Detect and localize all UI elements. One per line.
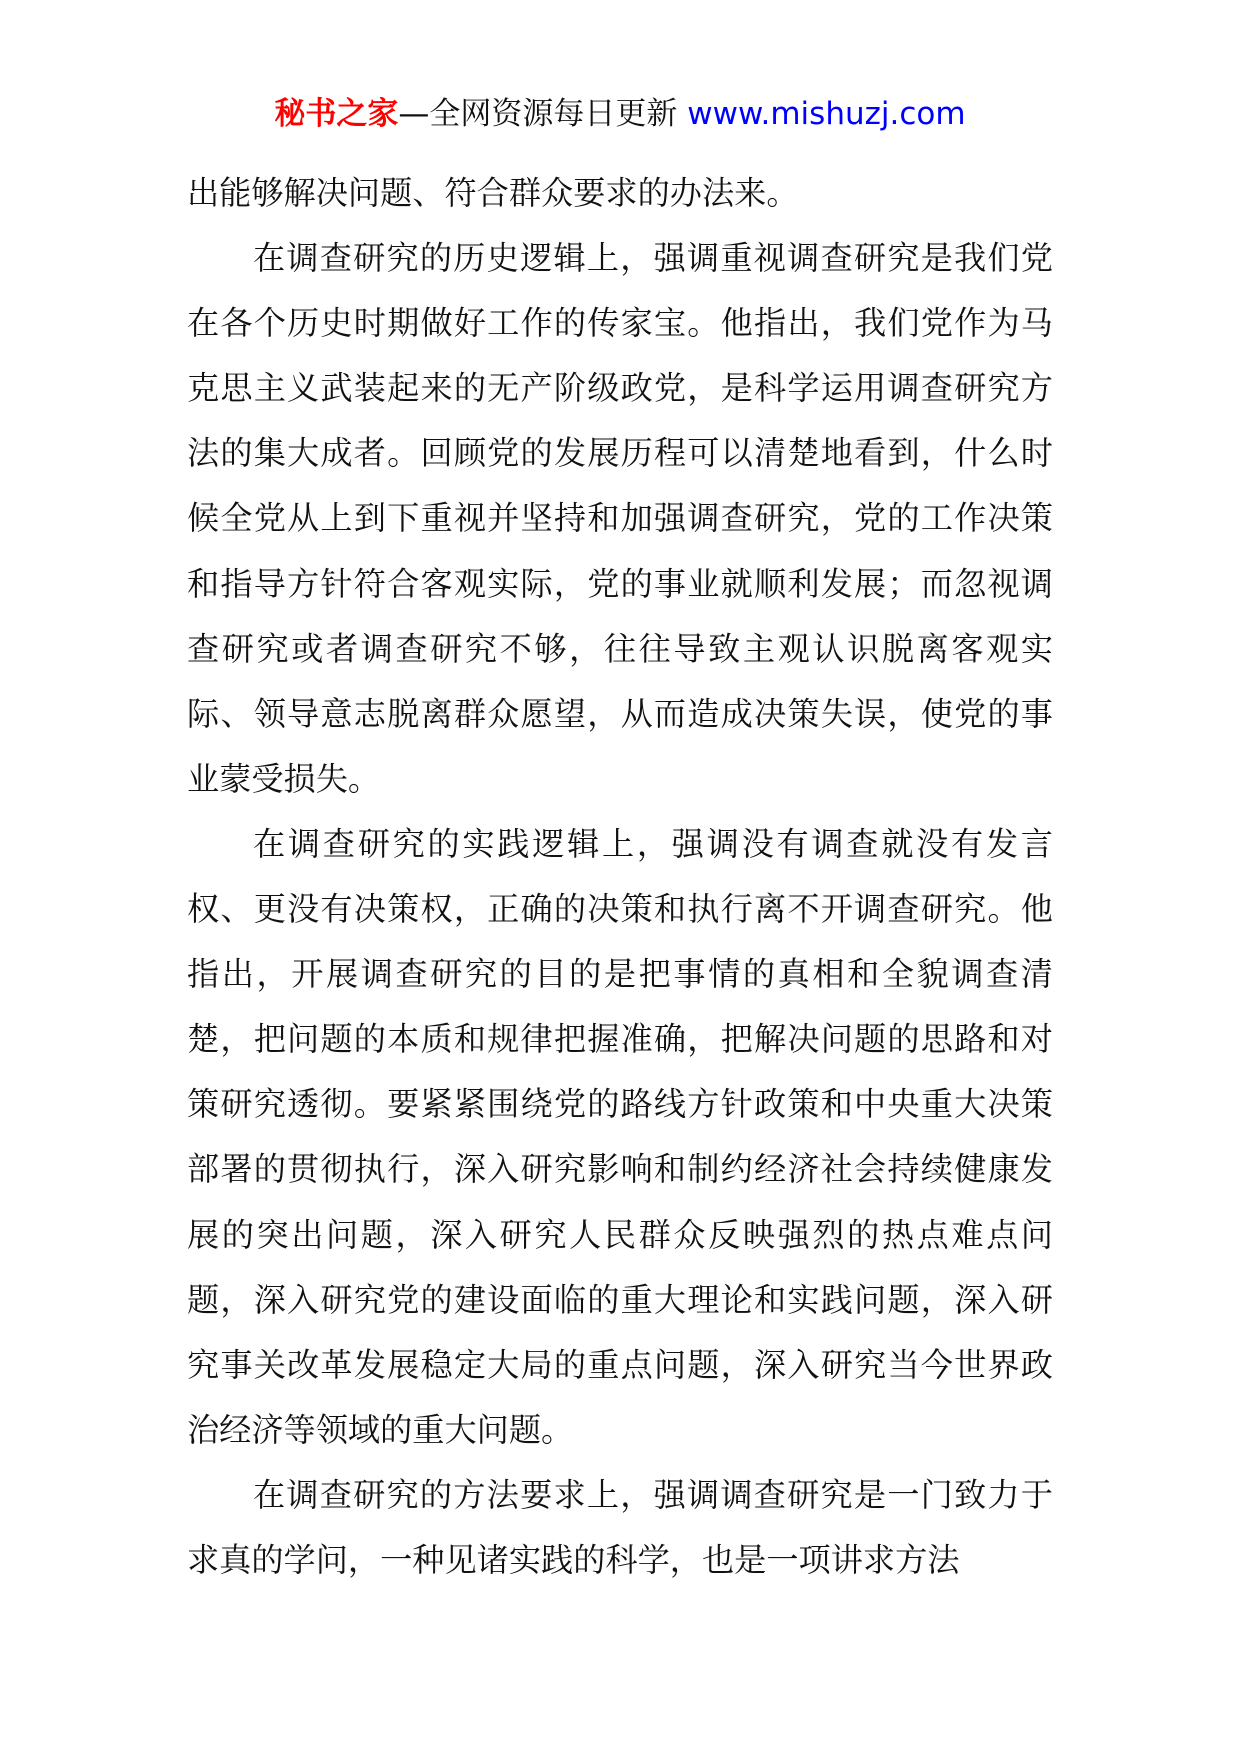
- site-header: [0, 94, 1240, 134]
- paragraph-method-requirements: 在调查研究的方法要求上，强调调查研究是一门致力于求真的学问，一种见诸实践的科学，也是一项讲求方法: [187, 1475, 1053, 1579]
- paragraph-practical-logic: 在调查研究的实践逻辑上，强调没有调查就没有发言权、更没有决策权，正确的决策和执行离不开调查研究。他指出，开展调查研究的目的是把事情的真相和全貌调查清楚，把问题的本质和规律把握准确，把解决问题的思路和对策研究透彻。要紧紧围绕党的路线方针政策和中央重大决策部署的贯彻执行，深入研究影响和制约经济社会持续健康发展的突出问题，深入研究人民群众反映强烈的热点难点问题，深入研究党的建设面临的重大理论和实践问题，深入研究事关改革发展稳定大局的重点问题，深入研究当今世界政治经济等领域的重大问题。: [187, 824, 1053, 1449]
- site-tagline: —全网资源每日更新: [398, 96, 688, 132]
- document-body: [187, 161, 1053, 1593]
- site-brand-name: 秘书之家: [274, 96, 399, 132]
- paragraph-continuation: 出能够解决问题、符合群众要求的办法来。: [187, 174, 799, 212]
- paragraph-historical-logic: 在调查研究的历史逻辑上，强调重视调查研究是我们党在各个历史时期做好工作的传家宝。他指出，我们党作为马克思主义武装起来的无产阶级政党，是科学运用调查研究方法的集大成者。回顾党的发展历程可以清楚地看到，什么时候全党从上到下重视并坚持和加强调查研究，党的工作决策和指导方针符合客观实际，党的事业就顺利发展；而忽视调查研究或者调查研究不够，往往导致主观认识脱离客观实际、领导意志脱离群众愿望，从而造成决策失误，使党的事业蒙受损失。: [187, 239, 1053, 798]
- site-url-link[interactable]: www.mishuzj.com: [687, 96, 966, 132]
